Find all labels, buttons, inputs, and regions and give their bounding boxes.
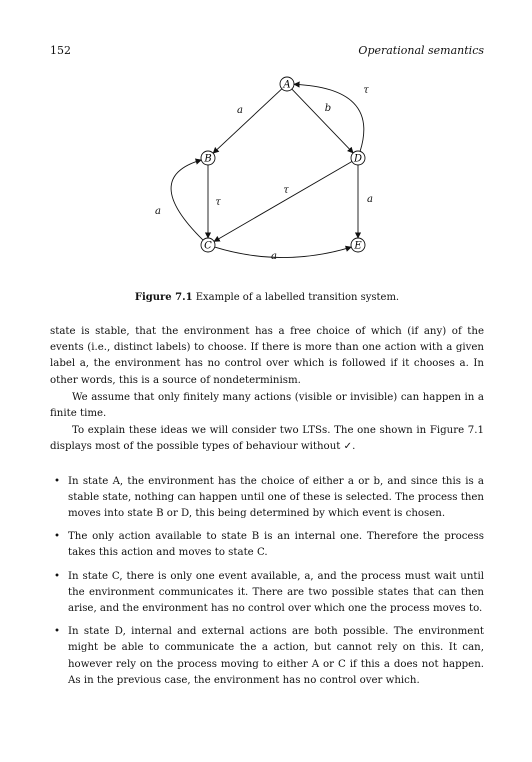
list-item [50,624,484,689]
figure-caption [50,292,484,303]
edge-label: a [271,251,277,262]
state-label: C [204,240,212,252]
running-head: Operational semantics [358,44,484,57]
bullet-list [50,474,484,689]
state-node-c [201,238,215,252]
caption-text: Example of a labelled transition system. [195,292,400,303]
paragraph-1: state is stable, that the environment has a free choice of which (if any) of the events (i.e., distinct labels) to choose. If there is more than one action with a given label a, the environment has no control over which is followed if it chooses a. In other words, this is a source of nondeterminism. [50,326,484,386]
state-label: B [204,153,212,165]
edge-c-b [171,160,203,240]
edge-a-d [292,89,353,153]
edge-label: a [237,105,243,116]
edge-label: τ [283,185,289,196]
body-text [50,324,484,696]
edge-a-b [213,89,282,153]
edge-label: a [367,194,373,205]
state-label: A [283,79,291,91]
list-item [50,569,484,618]
bullet-icon: • [54,531,61,543]
edge-d-a [294,84,364,151]
state-node-b [201,151,215,165]
edge-label: b [324,103,332,114]
paragraph-2: We assume that only finitely many actions (visible or invisible) can happen in a finite time. [50,391,484,420]
state-label: E [354,240,362,252]
paragraph-3: To explain these ideas we will consider two LTSs. The one shown in Figure 7.1 displays most of the possible types of behaviour without ✓. [50,425,484,453]
lts-diagram [0,0,532,290]
caption-label: Figure 7.1 [134,292,193,303]
state-node-a [280,77,294,91]
list-item-text: In state A, the environment has the choice of either a or b, and since this is a stable state, nothing can happen until one of these is selected. The process then moves into state B or D, this being determined by which event is chosen. [68,475,484,520]
bullet-icon: • [54,475,61,487]
bullet-icon: • [54,626,61,638]
list-item-text: In state C, there is only one event available, a, and the process must wait until the environment communicates it. There are two possible states that can then arise, and the environment has no control over which one the process moves to. [68,570,484,615]
list-item [50,474,484,523]
bullet-icon: • [54,570,61,582]
state-label: D [353,153,363,165]
edge-d-c [214,162,352,242]
edge-label: a [155,206,161,217]
list-item [50,529,484,561]
list-item-text: In state D, internal and external actions are both possible. The environment might be able to communicate the a action, but cannot rely on this. It can, however rely on the process moving to either A or C if this a does not happen. As in the previous case, the environment has no control over which. [68,626,484,686]
list-item-text: The only action available to state B is an internal one. Therefore the process takes this action and moves to state C. [68,531,484,559]
state-node-d [351,151,365,165]
edge-label: τ [215,197,221,208]
edge-c-e [215,247,352,257]
state-node-e [351,238,365,252]
edge-label: τ [363,85,369,96]
page-number: 152 [50,44,71,57]
